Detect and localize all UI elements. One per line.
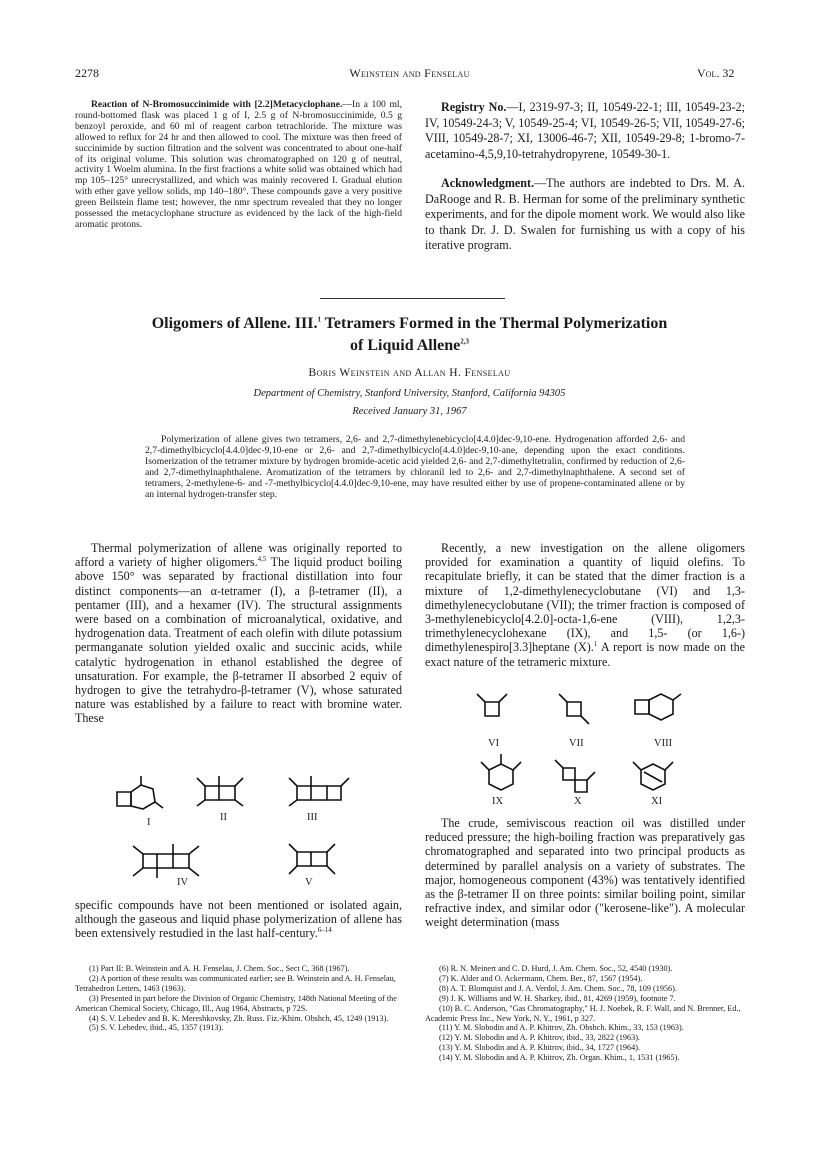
footnote: (11) Y. M. Slobodin and A. P. Khitrov, Zh. Obshch. Khim., 33, 153 (1963). [439, 1023, 684, 1033]
abstract: Polymerization of allene gives two tetramers, 2,6- and 2,7-dimethylenebicyclo[4.4.0]dec-9,10-ene. Hydrogenation afforded 2,6- and 2,7-dimethylbicyclo[4.4.0]dec-9,10-ene or 2,6- and 2,7-dimethylbicyclo[4.4.0]dec-9,10-ane, depending upon the exact conditions. Isomerization of the tetramer mixture by hydrogen bromide-acetic acid yielded 2,6- and 2,7-dimethyltetralin, confirmed by reduction of 2,6- and 2,7-dimethylnaphthalene. Aromatization of the tetramers by chloranil led to 2,6- and 2,7-dimethylnaphthalene. A second set of tetramers, 2-methylene-6- and -7-methylbicyclo[4.4.0]dec-9,10-ene, may have resulted either by use of propene-contaminated allene or by an internal hydrogen-transfer step. [145, 434, 685, 500]
ack-heading: Acknowledgment. [441, 176, 535, 190]
registry-text: —I, 2319-97-3; II, 10549-22-1; III, 10549-23-2; IV, 10549-24-3; V, 10549-25-4; VI, 10549-26-5; VII, 10549-27-6; VIII, 10549-28-7; XI, 13006-46-7; XII, 10549-29-8; 1-bromo-7-acetamino-4,5,9,10-tetrahydropyrene, 10549-30-1. [425, 100, 745, 161]
registry-section [425, 100, 745, 254]
structures-i-to-v [75, 762, 405, 912]
structure-viii [635, 694, 681, 720]
volume: Vol. 32 [697, 66, 735, 80]
experimental-heading: Reaction of N-Bromosuccinimide with [2.2]Metacyclophane. [91, 99, 343, 110]
structure-v [289, 844, 335, 874]
footnote: (5) S. V. Lebedev, ibid., 45, 1357 (1913). [89, 1023, 224, 1033]
page-number: 2278 [75, 66, 99, 80]
footnote: (10) B. C. Anderson, "Gas Chromatography," H. J. Noebek, R. F. Wall, and N. Brenner, Ed., Academic Press Inc., New York, N. Y., 1961, p 327. [425, 1003, 741, 1023]
label-i: I [147, 817, 151, 828]
running-title: Weinstein and Fenselau [349, 66, 470, 80]
label-v: V [305, 877, 313, 888]
structure-x [555, 760, 595, 792]
authors: Boris Weinstein and Allan H. Fenselau [308, 367, 511, 379]
right-paragraph-2: The crude, semiviscous reaction oil was distilled under reduced pressure; the high-boiling fraction was preparatively gas chromatographed and separated into two principal products as determined by parallel analysis on a variety of substrates. The major, homogeneous component (43%) was tentatively identified as the β-tetramer II on three points: similar boiling point, similar refractive index, and similar odor ("kerosene-like"). A molecular weight determination (mass [425, 816, 745, 930]
article-title: Oligomers of Allene. III.$^1$ Tetramers Formed in the Thermal Polymerization of Liquid Allene$^{2,3}$ [151, 315, 668, 354]
structure-vi [477, 694, 507, 716]
label-iii: III [307, 812, 318, 823]
label-iv: IV [177, 877, 189, 888]
structure-i [117, 776, 163, 809]
footnote: (4) S. V. Lebedev and B. K. Mereshkovsky, Zh. Russ. Fiz.-Khim. Obshch, 45, 1249 (1913). [89, 1013, 389, 1023]
label-viii: VIII [654, 738, 673, 749]
right-paragraph-1: Recently, a new investigation on the allene oligomers provided for examination a quantity of liquid olefins. To recapitulate briefly, it can be stated that the dimer fraction is a mixture of 1,2-dimethylenecyclobutane (VI) and 1,3-dimethylenecyclobutane (VII); the trimer fraction is composed of 3-methylenebicyclo[4.2.0]-octa-1,6-ene (VIII), 1,2,3-trimethylenecyclohexane (IX), and 1,5- (or 1,6-) dimethylenespiro[3.3]heptane (X).$^1$ A report is now made on the exact nature of the tetrameric mixture. [425, 541, 746, 669]
intro-paragraph-2: specific compounds have not been mentioned or isolated again, although the gaseous and liquid phase polymerization of allene has been extensively restudied in the last half-century.$^{6-14}$ [75, 898, 402, 941]
label-xi: XI [651, 796, 663, 807]
label-ii: II [220, 812, 227, 823]
affiliation: Department of Chemistry, Stanford University, Stanford, California 94305 [253, 388, 566, 399]
structure-ii [197, 776, 243, 806]
experimental-paragraph [75, 100, 402, 231]
structure-xi [633, 762, 673, 790]
structure-iv [133, 844, 199, 878]
article-separator [320, 298, 505, 299]
label-vii: VII [569, 738, 584, 749]
label-x: X [574, 796, 582, 807]
registry-heading: Registry No. [441, 100, 507, 114]
structures-vi-to-xi [425, 690, 745, 830]
footnote: (2) A portion of these results was communicated earlier; see B. Weinstein and A. H. Fenselau, Tetrahedron Letters, 1463 (1963). [75, 973, 396, 993]
footnote: (9) J. K. Williams and W. H. Sharkey, ibid., 81, 4269 (1959), footnote 7. [439, 993, 676, 1003]
intro-paragraph-1: Thermal polymerization of allene was originally reported to afford a variety of higher oligomers.$^{4,5}$ The liquid product boiling above 150° was separated by fractional distillation into four distinct components—an α-tetramer (I), a β-tetramer (II), a pentamer (III), and a hexamer (IV). The structural assignments were based on a combination of microanalytical, oxidative, and hydrogenation data. Treatment of each olefin with dilute potassium permanganate solution yielded oxalic and succinic acids, while catalytic hydrogenation in ethanol established the degree of unsaturation. For example, the β-tetramer II absorbed 2 equiv of hydrogen to give the tetrahydro-β-tetramer (V), whose saturated nature was established by a failure to react with bromine water. These [75, 541, 403, 726]
label-ix: IX [492, 796, 504, 807]
footnote: (12) Y. M. Slobodin and A. P. Khitrov, ibid., 33, 2822 (1963). [439, 1033, 640, 1043]
footnote: (14) Y. M. Slobodin and A. P. Khitrov, Zh. Organ. Khim., 1, 1531 (1965). [439, 1053, 680, 1063]
received-date: Received January 31, 1967 [352, 406, 467, 417]
footnote: (7) K. Alder and O. Ackermann, Chem. Ber., 87, 1567 (1954). [439, 973, 643, 983]
footnote: (13) Y. M. Slobodin and A. P. Khitrov, ibid., 34, 1727 (1964). [439, 1043, 640, 1053]
footnotes-left [75, 964, 402, 1033]
footnote: (6) R. N. Meinert and C. D. Hurd, J. Am. Chem. Soc., 52, 4540 (1930). [439, 964, 673, 973]
structure-vii [559, 694, 589, 724]
experimental-text: —In a 100 ml, round-bottomed flask was placed 1 g of I, 2.5 g of N-bromosuccinimide, 0.5 g benzoyl peroxide, and 60 ml of reagent carbon tetrachloride. The mixture was allowed to reflux for 24 hr and then allowed to cool. The mixture was then freed of succinimide by suction filtration and the solvent was concentrated to about one-half of its original volume. This solution was chromatographed on 120 g of neutral, activity 1 Woelm alumina. In the first fractions a white solid was obtained which had mp 105–125° unrecrystallized, and which was mainly recovered I. Gradual elution with ether gave yellow solids, mp 140–180°. These compounds gave a very positive green Beilstein flame test; however, the nmr spectrum revealed that they no longer possessed the metacyclophane structure as evidenced by the lack of the high-field aromatic protons. [75, 99, 402, 230]
footnote: (1) Part II: B. Weinstein and A. H. Fenselau, J. Chem. Soc., Sect C, 368 (1967). [89, 964, 350, 973]
ack-text: —The authors are indebted to Drs. M. A. DaRooge and R. B. Herman for some of the preliminary synthetic experiments, and for the dipole moment work. We would also like to thank Dr. J. D. Swalen for furnishing us with a copy of his iterative program. [425, 176, 745, 252]
footnote: (3) Presented in part before the Division of Organic Chemistry, 148th National Meeting of the American Chemical Society, Chicago, Ill., Aug 1964, Abstracts, p 72S. [75, 993, 397, 1013]
footnote: (8) A. T. Blomquist and J. A. Verdol, J. Am. Chem. Soc., 78, 109 (1956). [439, 983, 677, 993]
label-vi: VI [488, 738, 500, 749]
structure-ix [481, 754, 521, 790]
structure-iii [289, 776, 349, 806]
footnotes-right [425, 964, 745, 1063]
